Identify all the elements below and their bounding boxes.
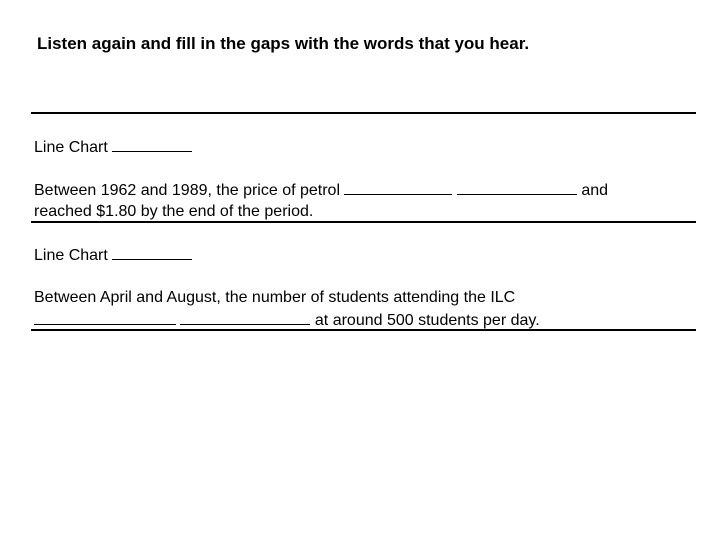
item-2-label-gap[interactable] bbox=[112, 244, 192, 260]
item-2-sentence-line-1 bbox=[34, 287, 515, 309]
divider-line bbox=[31, 112, 696, 114]
item-2-gap-1[interactable] bbox=[34, 309, 176, 325]
item-2-label-row bbox=[34, 244, 192, 267]
item-2-sentence-end: at around 500 students per day. bbox=[314, 312, 540, 329]
item-1-sentence-mid: and bbox=[581, 182, 609, 199]
item-1-label: Line Chart bbox=[34, 139, 108, 156]
item-2-sentence-start: Between April and August, the number of students attending the ILC bbox=[34, 289, 516, 306]
divider-line bbox=[31, 221, 696, 223]
item-2-gap-2[interactable] bbox=[180, 309, 310, 325]
item-1-label-gap[interactable] bbox=[112, 136, 192, 152]
item-1-sentence-line-1 bbox=[34, 179, 608, 202]
item-1-sentence-start: Between 1962 and 1989, the price of petrol bbox=[34, 182, 340, 199]
instruction-heading: Listen again and fill in the gaps with the words that you hear. bbox=[37, 34, 530, 53]
item-1-sentence-line-2 bbox=[34, 201, 313, 223]
item-1-gap-2[interactable] bbox=[457, 179, 577, 195]
item-2-label: Line Chart bbox=[34, 247, 108, 264]
item-1-label-row bbox=[34, 136, 192, 159]
item-1-gap-1[interactable] bbox=[344, 179, 452, 195]
item-1-sentence-end: reached $1.80 by the end of the period. bbox=[34, 203, 314, 220]
divider-line bbox=[31, 329, 696, 331]
